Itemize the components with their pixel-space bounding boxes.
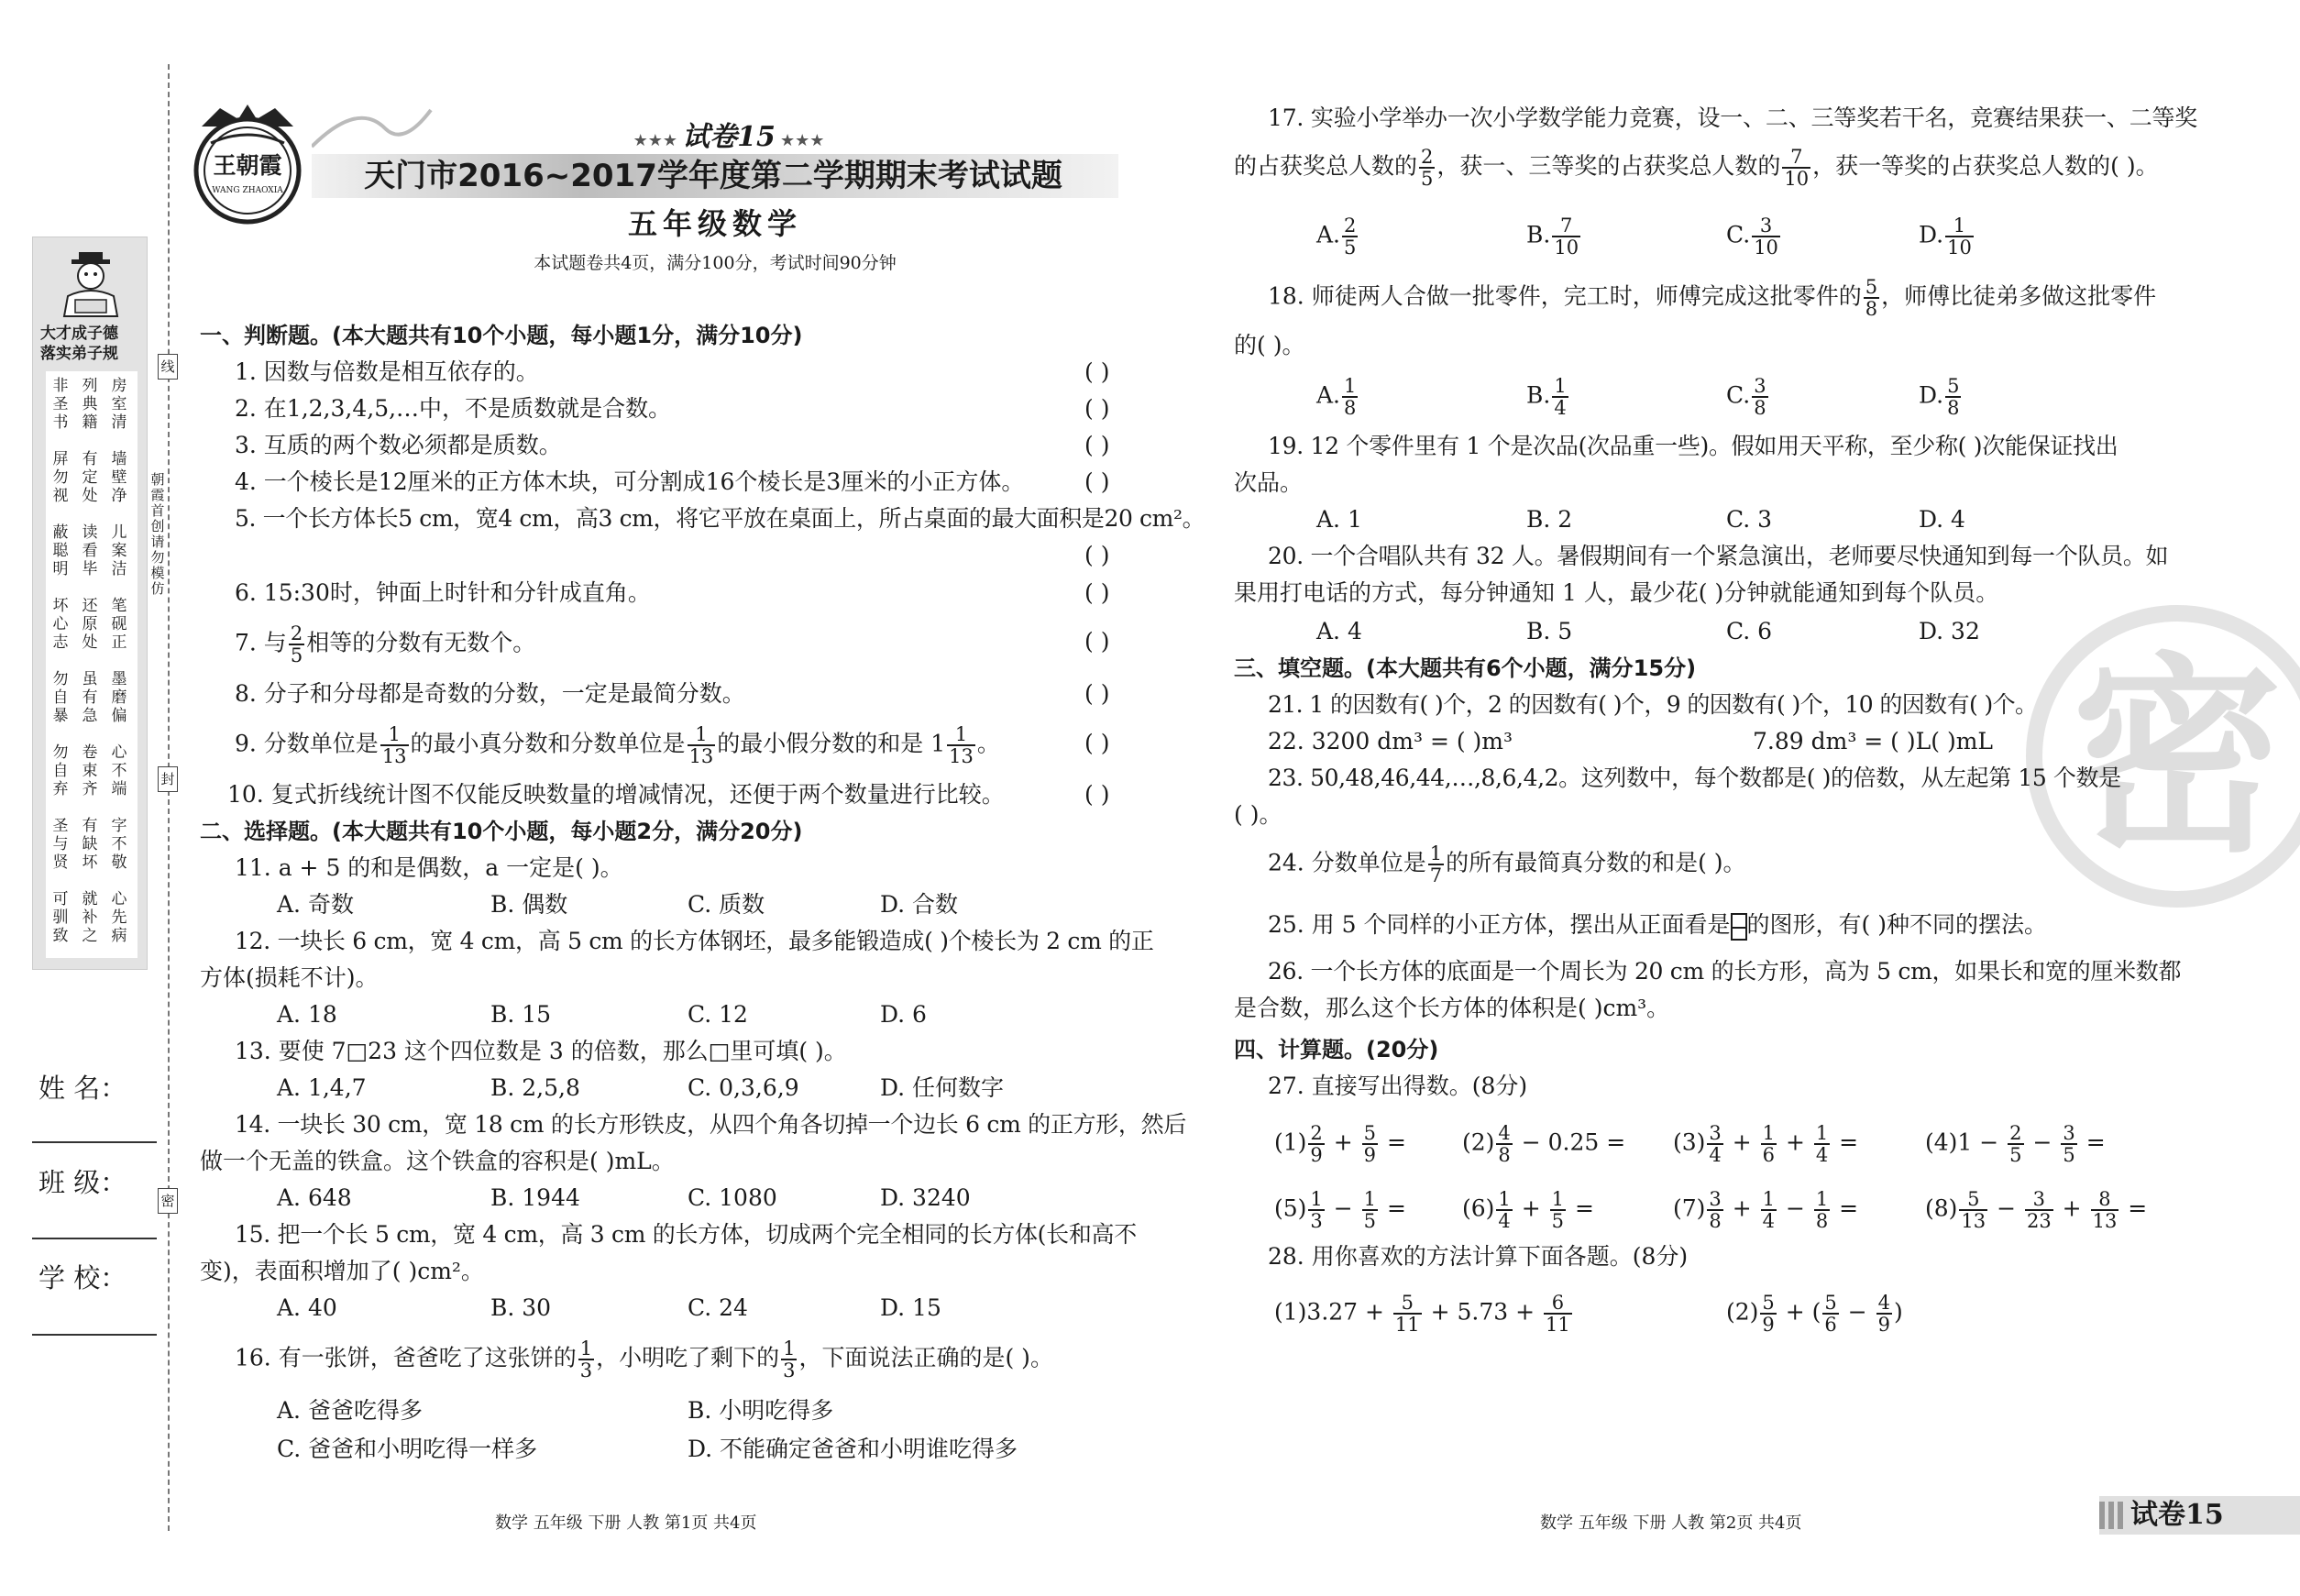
fraction-1-3: $\frac{1}{3}$ [783, 1337, 796, 1381]
q14-option-d[interactable]: D. 3240 [880, 1184, 971, 1211]
ribbon-swirl [312, 101, 440, 156]
motto-col: 有缺坏 [82, 817, 98, 872]
vertical-notice: 朝霞首创 请勿模仿 [150, 471, 165, 597]
fraction-7-10: $\frac{7}{10}$ [1784, 146, 1810, 190]
q23-line1: 23. 50,48,46,44,…,8,6,4,2。这列数中，每个数都是( )的倍数，从左起第 15 个数是 [1268, 765, 2121, 791]
q12-line2: 方体(损耗不计)。 [200, 964, 379, 991]
fold-mark-3: 密 [158, 1188, 178, 1214]
motto-col: 列典籍 [82, 377, 98, 432]
fraction-1-13: $\frac{1}{13}$ [688, 723, 714, 767]
fraction-1-4: $\frac{1}{4}$ [1554, 375, 1567, 419]
motto-col: 卷束齐 [82, 743, 98, 798]
motto-grid [46, 371, 138, 958]
q9: 9. 分数单位是 $\frac{1}{13}$ 的最小真分数和分数单位是 $\frac{1}{13}$ 的最小假分数的和是 1 $\frac{1}{13}$ 。 [235, 723, 1000, 767]
fraction-7-10: $\frac{7}{10}$ [1554, 215, 1579, 259]
q12-line1: 12. 一块长 6 cm，宽 4 cm，高 5 cm 的长方体钢坯，最多能锻造成( )个棱长为 2 cm 的正 [235, 928, 1154, 954]
q14-line2: 做一个无盖的铁盒。这个铁盒的容积是( )mL。 [200, 1148, 675, 1174]
q14-option-c[interactable]: C. 1080 [688, 1184, 777, 1211]
q5-answer-box[interactable]: ( ) [1084, 542, 1110, 568]
section4-title: 四、计算题。(20分) [1234, 1037, 1439, 1062]
motto-col: 屏勿视 [52, 450, 69, 505]
subject-title: 五年级数学 [627, 206, 802, 241]
q25: 25. 用 5 个同样的小正方体，摆出从正面看是 的图形，有( )种不同的摆法。 [1268, 909, 2047, 941]
q7-answer-box[interactable]: ( ) [1084, 628, 1110, 655]
q4-answer-box[interactable]: ( ) [1084, 468, 1110, 495]
binding-dashed-line [168, 64, 170, 1531]
motto-col: 房室清 [111, 377, 127, 432]
calc-4: (4)1 − $\frac{2}{5}$ − $\frac{3}{5}$ = [1925, 1122, 2106, 1166]
q16-option-d[interactable]: D. 不能确定爸爸和小明谁吃得多 [688, 1436, 1018, 1462]
q2: 2. 在1,2,3,4,5,…中，不是质数就是合数。 [235, 395, 672, 422]
q23-line2: ( )。 [1234, 801, 1282, 828]
q18-option-b[interactable]: B. $\frac{1}{4}$ [1526, 375, 1567, 419]
calc-28-2: (2) $\frac{5}{9}$ + ( $\frac{5}{6}$ − $\frac{4}{9}$ ) [1726, 1292, 1903, 1336]
section1-title: 一、判断题。(本大题共有10个小题，每小题1分，满分10分) [200, 323, 803, 348]
q13-option-c[interactable]: C. 0,3,6,9 [688, 1074, 799, 1101]
q10-answer-box[interactable]: ( ) [1084, 781, 1110, 808]
q19-option-b[interactable]: B. 2 [1526, 506, 1573, 533]
q9-answer-box[interactable]: ( ) [1084, 730, 1110, 756]
footer-badge [2099, 1496, 2300, 1535]
q12-option-c[interactable]: C. 12 [688, 1001, 748, 1028]
q2-answer-box[interactable]: ( ) [1084, 395, 1110, 422]
q19-option-a[interactable]: A. 1 [1316, 506, 1362, 533]
motto-col: 还原处 [82, 597, 98, 652]
motto-col: 蔽聪明 [52, 523, 69, 578]
q20-option-d[interactable]: D. 32 [1919, 618, 1980, 644]
fraction-1-7: $\frac{1}{7}$ [1429, 842, 1443, 886]
calc-7: (7) $\frac{3}{8}$ + $\frac{1}{4}$ − $\frac{1}{8}$ = [1673, 1188, 1859, 1232]
logo-sub: WANG ZHAOXIA [212, 186, 283, 195]
q18-line1: 18. 师徒两人合做一批零件，完工时，师傅完成这批零件的 $\frac{5}{8}$ ，师傅比徒弟多做这批零件 [1268, 276, 2157, 320]
footer-badge-dots [2099, 1502, 2125, 1529]
stamp-text: 密 [2071, 636, 2283, 881]
q16-option-a[interactable]: A. 爸爸吃得多 [277, 1397, 423, 1424]
fraction-1-3: $\frac{1}{3}$ [579, 1337, 593, 1381]
calc-8: (8) $\frac{5}{13}$ − $\frac{3}{23}$ + $\frac{8}{13}$ = [1925, 1188, 2148, 1232]
q27: 27. 直接写出得数。(8分) [1268, 1073, 1528, 1099]
sidebar-motto-box [32, 237, 148, 970]
motto-col: 心先病 [111, 890, 127, 945]
exam-title: 天门市2016~2017学年度第二学期期末考试试题 [364, 158, 1062, 194]
q13: 13. 要使 7□23 这个四位数是 3 的倍数，那么□里可填( )。 [235, 1038, 847, 1064]
name-label: 姓 名： [39, 1073, 127, 1104]
q18-option-c[interactable]: C. $\frac{3}{8}$ [1726, 375, 1766, 419]
q11-option-b[interactable]: B. 偶数 [490, 891, 568, 918]
q22-part1: 22. 3200 dm³ = ( )m³ [1268, 728, 1513, 754]
q19-option-c[interactable]: C. 3 [1726, 506, 1773, 533]
q20-line1: 20. 一个合唱队共有 32 人。暑假期间有一个紧急演出，老师要尽快通知到每一个队员。如 [1268, 543, 2169, 569]
calc-1: (1) $\frac{2}{9}$ + $\frac{5}{9}$ = [1274, 1122, 1406, 1166]
q15-line1: 15. 把一个长 5 cm，宽 4 cm，高 3 cm 的长方体，切成两个完全相同的长方体(长和高不 [235, 1221, 1137, 1248]
motto-line-2: 落实弟子规 [40, 345, 118, 363]
name-line [32, 1141, 157, 1143]
q17-line2: 的占获奖总人数的 $\frac{2}{5}$ ，获一、三等奖的占获奖总人数的 $\frac{7}{10}$ ，获一等奖的占获奖总人数的( )。 [1234, 146, 2159, 190]
q17-option-b[interactable]: B. $\frac{7}{10}$ [1526, 215, 1579, 259]
fraction-1-8: $\frac{1}{8}$ [1344, 375, 1357, 419]
q14-option-b[interactable]: B. 1944 [490, 1184, 580, 1211]
motto-col: 墨磨偏 [111, 670, 127, 725]
motto-line-1: 大才成子德 [40, 325, 118, 343]
fraction-3-10: $\frac{3}{10}$ [1754, 215, 1778, 259]
motto-col: 虽有急 [82, 670, 98, 725]
q19-line1: 19. 12 个零件里有 1 个是次品(次品重一些)。假如用天平称，至少称( )次能保证找出 [1268, 433, 2118, 459]
q22-part2: 7.89 dm³ = ( )L( )mL [1753, 728, 1993, 754]
motto-col: 读看毕 [82, 523, 98, 578]
q20-line2: 果用打电话的方式，每分钟通知 1 人，最少花( )分钟就能通知到每个队员。 [1234, 579, 1999, 606]
calc-2: (2) $\frac{4}{8}$ − 0.25 = [1462, 1122, 1626, 1166]
q17-option-a[interactable]: A. $\frac{2}{5}$ [1316, 215, 1357, 259]
motto-col: 心不端 [111, 743, 127, 798]
fraction-1-13: $\frac{1}{13}$ [949, 723, 974, 767]
motto-col: 墙壁净 [111, 450, 127, 505]
q13-option-b[interactable]: B. 2,5,8 [490, 1074, 580, 1101]
q8: 8. 分子和分母都是奇数的分数，一定是最简分数。 [235, 680, 745, 707]
q20-option-a[interactable]: A. 4 [1316, 618, 1362, 644]
footer-right: 数学 五年级 下册 人教 第2页 共4页 [1540, 1513, 1802, 1533]
q28: 28. 用你喜欢的方法计算下面各题。(8分) [1268, 1243, 1689, 1270]
fraction-2-5: $\frac{2}{5}$ [1344, 215, 1357, 259]
q13-option-d[interactable]: D. 任何数字 [880, 1074, 1005, 1101]
motto-col: 坏心志 [52, 597, 69, 652]
q5: 5. 一个长方体长5 cm，宽4 cm，高3 cm，将它平放在桌面上，所占桌面的最大面积是20 cm²。 [235, 505, 1205, 532]
calc-3: (3) $\frac{3}{4}$ + $\frac{1}{6}$ + $\frac{1}{4}$ = [1673, 1122, 1859, 1166]
q10: 10. 复式折线统计图不仅能反映数量的增减情况，还便于两个数量进行比较。 [227, 781, 1005, 808]
q18-line2: 的( )。 [1234, 332, 1305, 358]
q1-answer-box[interactable]: ( ) [1084, 358, 1110, 385]
q3: 3. 互质的两个数必须都是质数。 [235, 432, 562, 458]
motto-col: 可驯致 [52, 890, 69, 945]
fraction-2-5: $\frac{2}{5}$ [290, 622, 303, 666]
fold-mark-1: 线 [158, 354, 178, 380]
calc-6: (6) $\frac{1}{4}$ + $\frac{1}{5}$ = [1462, 1188, 1594, 1232]
q20-option-b[interactable]: B. 5 [1526, 618, 1573, 644]
q20-option-c[interactable]: C. 6 [1726, 618, 1773, 644]
q3-answer-box[interactable]: ( ) [1084, 432, 1110, 458]
q8-answer-box[interactable]: ( ) [1084, 680, 1110, 707]
q15-option-b[interactable]: B. 30 [490, 1294, 552, 1321]
q16-option-b[interactable]: B. 小明吃得多 [688, 1397, 834, 1424]
q15-option-c[interactable]: C. 24 [688, 1294, 748, 1321]
q14-line1: 14. 一块长 30 cm，宽 18 cm 的长方形铁皮，从四个角各切掉一个边长 6 cm 的正方形，然后 [235, 1111, 1187, 1138]
q15-option-d[interactable]: D. 15 [880, 1294, 941, 1321]
section2-title: 二、选择题。(本大题共有10个小题，每小题2分，满分20分) [200, 819, 803, 844]
fraction-3-8: $\frac{3}{8}$ [1754, 375, 1766, 419]
q15-option-a[interactable]: A. 40 [277, 1294, 337, 1321]
q17-option-c[interactable]: C. $\frac{3}{10}$ [1726, 215, 1778, 259]
fraction-1-13: $\frac{1}{13}$ [381, 723, 407, 767]
q6-answer-box[interactable]: ( ) [1084, 579, 1110, 606]
q1: 1. 因数与倍数是相互依存的。 [235, 358, 539, 385]
q12-option-d[interactable]: D. 6 [880, 1001, 927, 1028]
cube-front-view-icon [1731, 913, 1747, 941]
q17-line1: 17. 实验小学举办一次小学数学能力竞赛，设一、二、三等奖若干名，竞赛结果获一、二等奖 [1268, 105, 2198, 131]
fraction-1-10: $\frac{1}{10}$ [1947, 215, 1972, 259]
q4: 4. 一个棱长是12厘米的正方体木块，可分割成16个棱长是3厘米的小正方体。 [235, 468, 1025, 495]
q11-option-d[interactable]: D. 合数 [880, 891, 959, 918]
q16: 16. 有一张饼，爸爸吃了这张饼的 $\frac{1}{3}$ ，小明吃了剩下的 $\frac{1}{3}$ ，下面说法正确的是( )。 [235, 1337, 1053, 1381]
q24: 24. 分数单位是 $\frac{1}{7}$ 的所有最简真分数的和是( )。 [1268, 842, 1746, 886]
q14-option-a[interactable]: A. 648 [277, 1184, 352, 1211]
q7: 7. 与 $\frac{2}{5}$ 相等的分数有无数个。 [235, 622, 536, 666]
q12-option-a[interactable]: A. 18 [277, 1001, 337, 1028]
motto-col: 非圣书 [52, 377, 69, 432]
q13-option-a[interactable]: A. 1,4,7 [277, 1074, 367, 1101]
brand-logo [183, 99, 312, 227]
q18-option-a[interactable]: A. $\frac{1}{8}$ [1316, 375, 1357, 419]
motto-col: 笔砚正 [111, 597, 127, 652]
footer-left: 数学 五年级 下册 人教 第1页 共4页 [495, 1513, 757, 1533]
paper-label: ★★★ 试卷15 ★★★ [633, 121, 825, 153]
fraction-5-8: $\frac{5}{8}$ [1947, 375, 1960, 419]
stamp-watermark [2026, 605, 2300, 908]
fraction-2-5: $\frac{2}{5}$ [1421, 146, 1434, 190]
section3-title: 三、填空题。(本大题共有6个小题，满分15分) [1234, 655, 1697, 681]
school-line [32, 1334, 157, 1336]
motto-col: 勿自暴 [52, 670, 69, 725]
class-label: 班 级： [39, 1167, 127, 1198]
q11-option-a[interactable]: A. 奇数 [277, 891, 354, 918]
q19-line2: 次品。 [1234, 469, 1304, 496]
scholar-illustration [53, 248, 128, 322]
exam-info: 本试题卷共4页，满分100分，考试时间90分钟 [534, 253, 897, 273]
motto-col: 儿案洁 [111, 523, 127, 578]
q11-option-c[interactable]: C. 质数 [688, 891, 765, 918]
motto-col: 圣与贤 [52, 817, 69, 872]
motto-col: 字不敬 [111, 817, 127, 872]
q18-option-d[interactable]: D. $\frac{5}{8}$ [1919, 375, 1960, 419]
q6: 6. 15:30时，钟面上时针和分针成直角。 [235, 579, 651, 606]
q17-option-d[interactable]: D. $\frac{1}{10}$ [1919, 215, 1972, 259]
q26-line2: 是合数，那么这个长方体的体积是( )cm³。 [1234, 995, 1670, 1021]
school-label: 学 校： [39, 1262, 127, 1293]
logo-text: 王朝霞 [213, 152, 282, 179]
q19-option-d[interactable]: D. 4 [1919, 506, 1965, 533]
calc-28-1: (1)3.27 + $\frac{5}{11}$ + 5.73 + $\frac{6}{11}$ [1274, 1292, 1570, 1336]
q21: 21. 1 的因数有( )个，2 的因数有( )个，9 的因数有( )个，10 的因数有( )个。 [1268, 691, 2038, 718]
q12-option-b[interactable]: B. 15 [490, 1001, 552, 1028]
fold-mark-2: 封 [158, 766, 178, 792]
footer-badge-text: 试卷15 [2130, 1499, 2224, 1531]
motto-col: 就补之 [82, 890, 98, 945]
q11: 11. a + 5 的和是偶数，a 一定是( )。 [235, 854, 623, 881]
motto-col: 勿自弃 [52, 743, 69, 798]
motto-col: 有定处 [82, 450, 98, 505]
class-line [32, 1238, 157, 1239]
q16-option-c[interactable]: C. 爸爸和小明吃得一样多 [277, 1436, 538, 1462]
fraction-5-8: $\frac{5}{8}$ [1865, 276, 1878, 320]
calc-5: (5) $\frac{1}{3}$ − $\frac{1}{5}$ = [1274, 1188, 1406, 1232]
q15-line2: 变)，表面积增加了( )cm²。 [200, 1258, 484, 1284]
q26-line1: 26. 一个长方体的底面是一个周长为 20 cm 的长方形，高为 5 cm，如果长和宽的厘米数都 [1268, 958, 2182, 985]
